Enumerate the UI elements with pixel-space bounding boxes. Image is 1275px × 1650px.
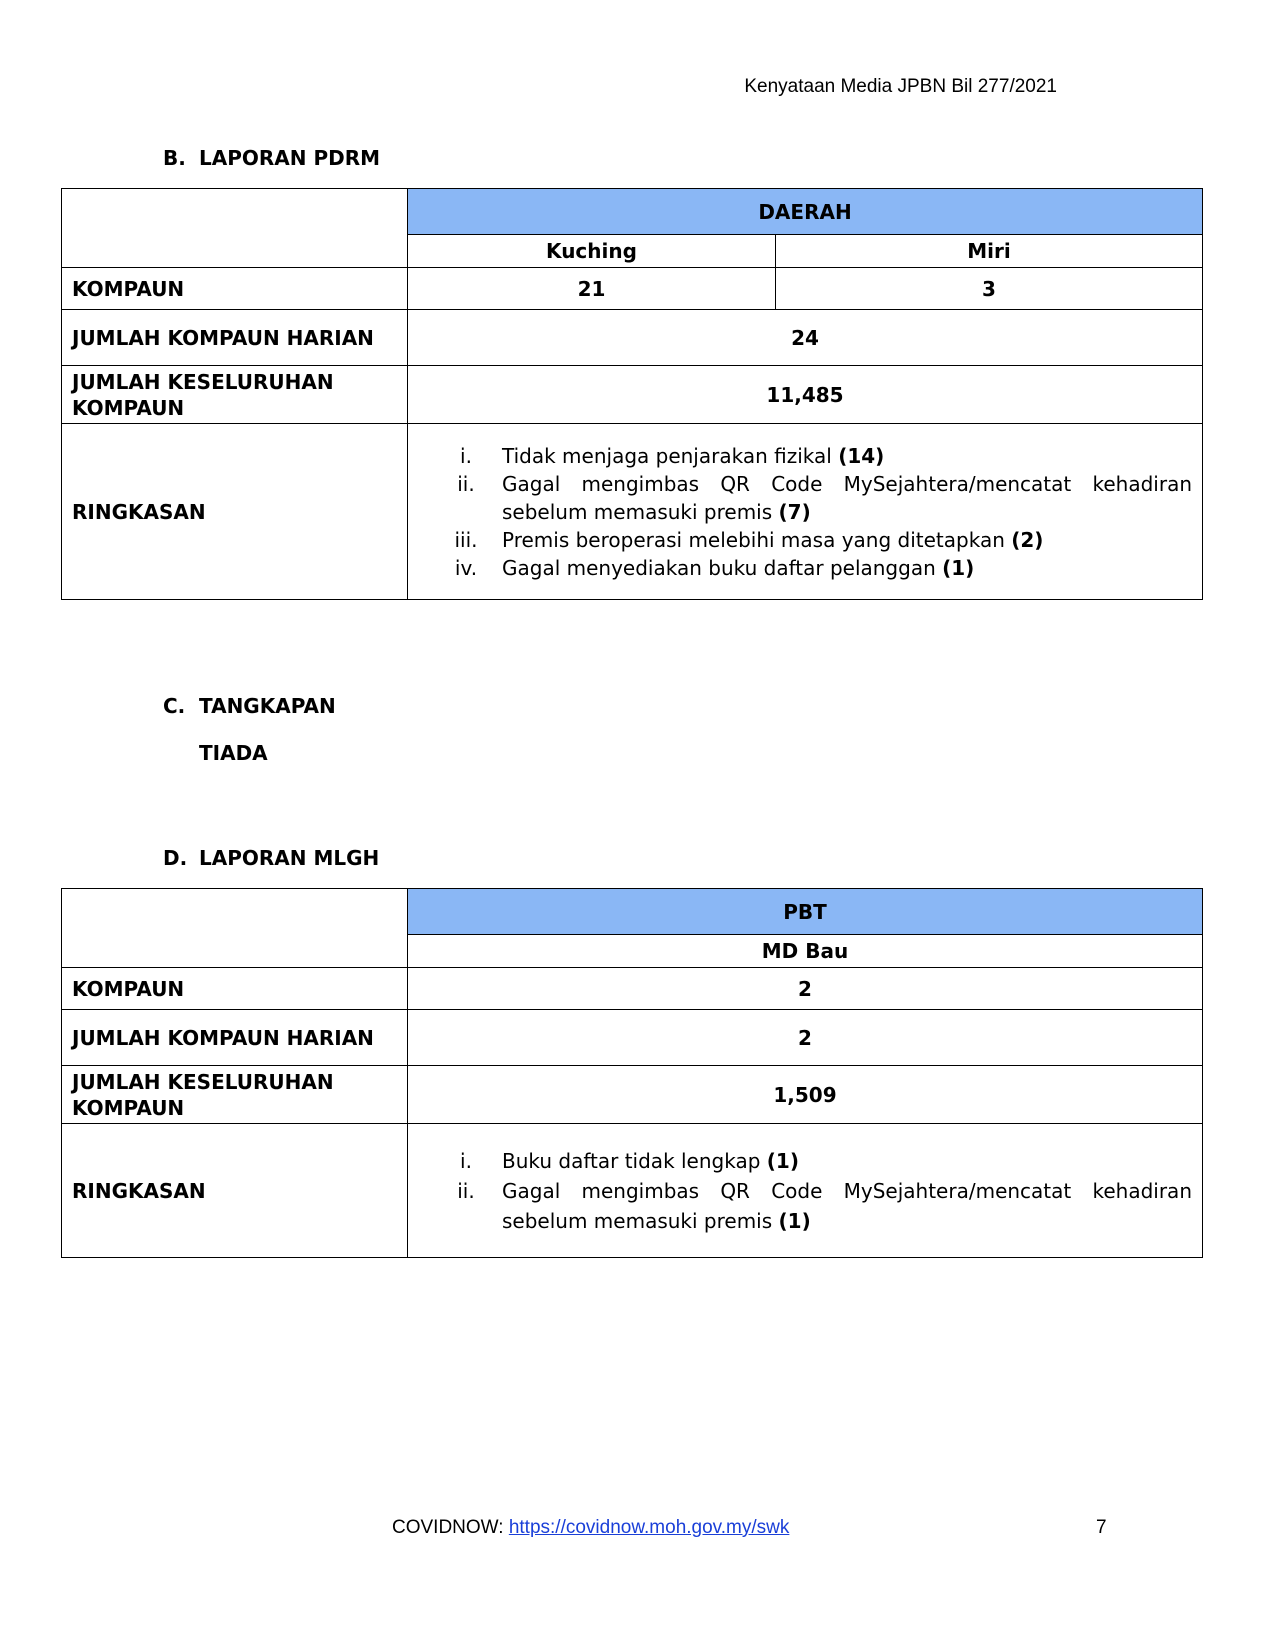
pdrm-kompaun-miri: 3 xyxy=(776,268,1203,310)
pdrm-kompaun-label: KOMPAUN xyxy=(62,268,408,310)
mlgh-kompaun-label: KOMPAUN xyxy=(62,968,408,1010)
section-b-title: LAPORAN PDRM xyxy=(199,146,381,170)
pdrm-kompaun-kuching: 21 xyxy=(408,268,776,310)
section-b-heading xyxy=(163,146,380,170)
footer xyxy=(392,1517,789,1539)
covidnow-link[interactable]: https://covidnow.moh.gov.my/swk xyxy=(508,1517,790,1538)
mlgh-kompaun-value: 2 xyxy=(408,968,1203,1010)
list-item-description: Gagal menyediakan buku daftar pelanggan xyxy=(502,555,936,580)
pdrm-keseluruhan-value: 11,485 xyxy=(408,366,1203,424)
list-item-description: Gagal mengimbas QR Code MySejahtera/mencatat kehadiran sebelum memasuki premis xyxy=(502,1178,1192,1233)
section-d-letter: D. xyxy=(163,846,188,870)
section-c-value: TIADA xyxy=(199,741,268,765)
list-item-text xyxy=(496,526,1192,554)
mlgh-harian-label: JUMLAH KOMPAUN HARIAN xyxy=(62,1010,408,1066)
section-c-letter: C. xyxy=(163,694,186,718)
list-item-description: Tidak menjaga penjarakan fizikal xyxy=(502,443,832,468)
list-item-number: i. xyxy=(460,1148,472,1173)
mlgh-group-header: PBT xyxy=(408,889,1203,935)
list-item-description: Premis beroperasi melebihi masa yang ditetapkan xyxy=(502,527,1005,552)
footer-prefix: COVIDNOW: xyxy=(392,1517,509,1538)
list-item-count: (1) xyxy=(778,1208,811,1233)
list-item xyxy=(418,470,1192,526)
document-reference: Kenyataan Media JPBN Bil 277/2021 xyxy=(744,76,1057,97)
pdrm-summary-list xyxy=(418,442,1192,582)
pdrm-ringkasan-label: RINGKASAN xyxy=(62,424,408,600)
mlgh-keseluruhan-label-line2: KOMPAUN xyxy=(72,1095,185,1120)
list-item-count: (2) xyxy=(1011,527,1044,552)
list-item-text xyxy=(496,1146,1192,1176)
list-item-count: (7) xyxy=(778,499,811,524)
pdrm-harian-label: JUMLAH KOMPAUN HARIAN xyxy=(62,310,408,366)
page-number: 7 xyxy=(1096,1517,1107,1538)
mlgh-table xyxy=(61,888,1203,1258)
list-item-count: (14) xyxy=(838,443,885,468)
list-item-number: ii. xyxy=(457,1178,475,1203)
mlgh-summary-list xyxy=(418,1146,1192,1236)
section-b-letter: B. xyxy=(163,146,186,170)
mlgh-keseluruhan-label xyxy=(62,1066,408,1124)
pdrm-table xyxy=(61,188,1203,600)
mlgh-keseluruhan-label-line1: JUMLAH KESELURUHAN xyxy=(72,1069,334,1094)
list-item xyxy=(418,554,1192,582)
list-item-number: iii. xyxy=(454,527,478,552)
pdrm-keseluruhan-label-line1: JUMLAH KESELURUHAN xyxy=(72,369,334,394)
mlgh-ringkasan-cell xyxy=(408,1124,1203,1258)
pdrm-keseluruhan-label xyxy=(62,366,408,424)
authority-md-bau: MD Bau xyxy=(408,935,1203,968)
list-item-count: (1) xyxy=(942,555,975,580)
list-item xyxy=(418,442,1192,470)
list-item xyxy=(418,1146,1192,1176)
list-item-number: i. xyxy=(460,443,472,468)
mlgh-harian-value: 2 xyxy=(408,1010,1203,1066)
pdrm-group-header: DAERAH xyxy=(408,189,1203,235)
section-d-title: LAPORAN MLGH xyxy=(199,846,380,870)
list-item-number: ii. xyxy=(457,471,475,496)
mlgh-keseluruhan-value: 1,509 xyxy=(408,1066,1203,1124)
list-item-description: Gagal mengimbas QR Code MySejahtera/mencatat kehadiran sebelum memasuki premis xyxy=(502,471,1193,524)
pdrm-empty-corner xyxy=(62,189,408,268)
section-c-title: TANGKAPAN xyxy=(199,694,336,718)
list-item xyxy=(418,1176,1192,1236)
list-item-text xyxy=(496,442,1192,470)
mlgh-ringkasan-label: RINGKASAN xyxy=(62,1124,408,1258)
list-item xyxy=(418,526,1192,554)
district-miri: Miri xyxy=(776,235,1203,268)
section-d-heading xyxy=(163,846,379,870)
pdrm-harian-value: 24 xyxy=(408,310,1203,366)
mlgh-empty-corner xyxy=(62,889,408,968)
district-kuching: Kuching xyxy=(408,235,776,268)
section-c-heading xyxy=(163,694,336,718)
list-item-count: (1) xyxy=(766,1148,799,1173)
list-item-description: Buku daftar tidak lengkap xyxy=(502,1148,761,1173)
pdrm-keseluruhan-label-line2: KOMPAUN xyxy=(72,395,185,420)
list-item-text xyxy=(496,554,1192,582)
pdrm-ringkasan-cell xyxy=(408,424,1203,600)
list-item-text xyxy=(496,470,1192,526)
list-item-number: iv. xyxy=(454,555,478,580)
list-item-text xyxy=(496,1176,1192,1236)
